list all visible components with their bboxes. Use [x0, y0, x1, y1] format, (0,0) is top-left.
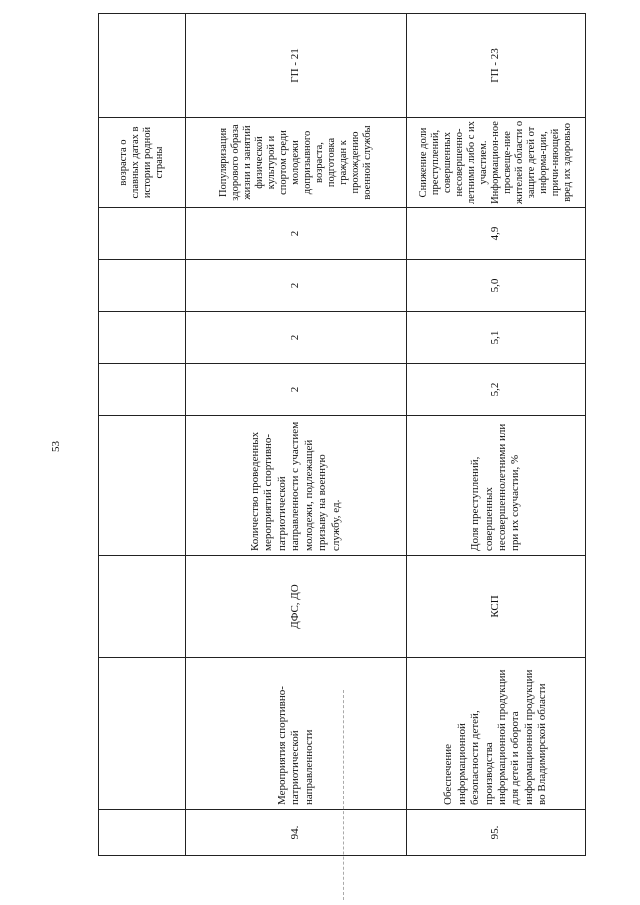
task-cell: Снижение доли преступлений, совершенных несовершенно-летними либо с их участием. Информацион-ное просвеще-ние жителей области о защите детей от информа-ции, причи-няющей вред их здоровью: [407, 118, 586, 208]
scan-artifact-line: [343, 690, 344, 900]
row-number: 94.: [186, 810, 407, 856]
value-cell: 5,2: [407, 364, 586, 416]
document-table: [98, 48, 574, 840]
value-cell: 5,1: [407, 312, 586, 364]
task-cell: возраста о славных датах в истории родной страны: [99, 118, 186, 208]
executor-cell: ДФС, ДО: [186, 556, 407, 658]
page-number: 53: [50, 441, 62, 452]
indicator-cell: Доля преступлений, совершенных несовершеннолетними или при их соучастии, %: [407, 416, 586, 556]
value-cell: 2: [186, 208, 407, 260]
table-row: [407, 14, 586, 856]
value-cell: 4,9: [407, 208, 586, 260]
task-cell: Популяризация здорового образа жизни и занятий физической культурой и спортом среди молодежи допризывного возраста, подготовка граждан к прохождению военной службы: [186, 118, 407, 208]
program-cell: ГП - 23: [407, 14, 586, 118]
measure-name: Обеспечение информационной безопасности детей, производства информационной продукции для детей и оборота информационной продукции во Владимирской области: [407, 658, 586, 810]
row-number: 95.: [407, 810, 586, 856]
value-cell: 2: [186, 364, 407, 416]
executor-cell: КСП: [407, 556, 586, 658]
value-cell: 2: [186, 312, 407, 364]
program-cell: ГП - 21: [186, 14, 407, 118]
value-cell: 2: [186, 260, 407, 312]
value-cell: 5,0: [407, 260, 586, 312]
table-row: [186, 14, 407, 856]
table-row-continued: [99, 14, 186, 856]
measure-name: Мероприятия спортивно-патриотической направленности: [186, 658, 407, 810]
indicator-cell: Количество проведенных мероприятий спортивно-патриотической направленности с участием молодежи, подлежащей призыву на военную службу, ед.: [186, 416, 407, 556]
